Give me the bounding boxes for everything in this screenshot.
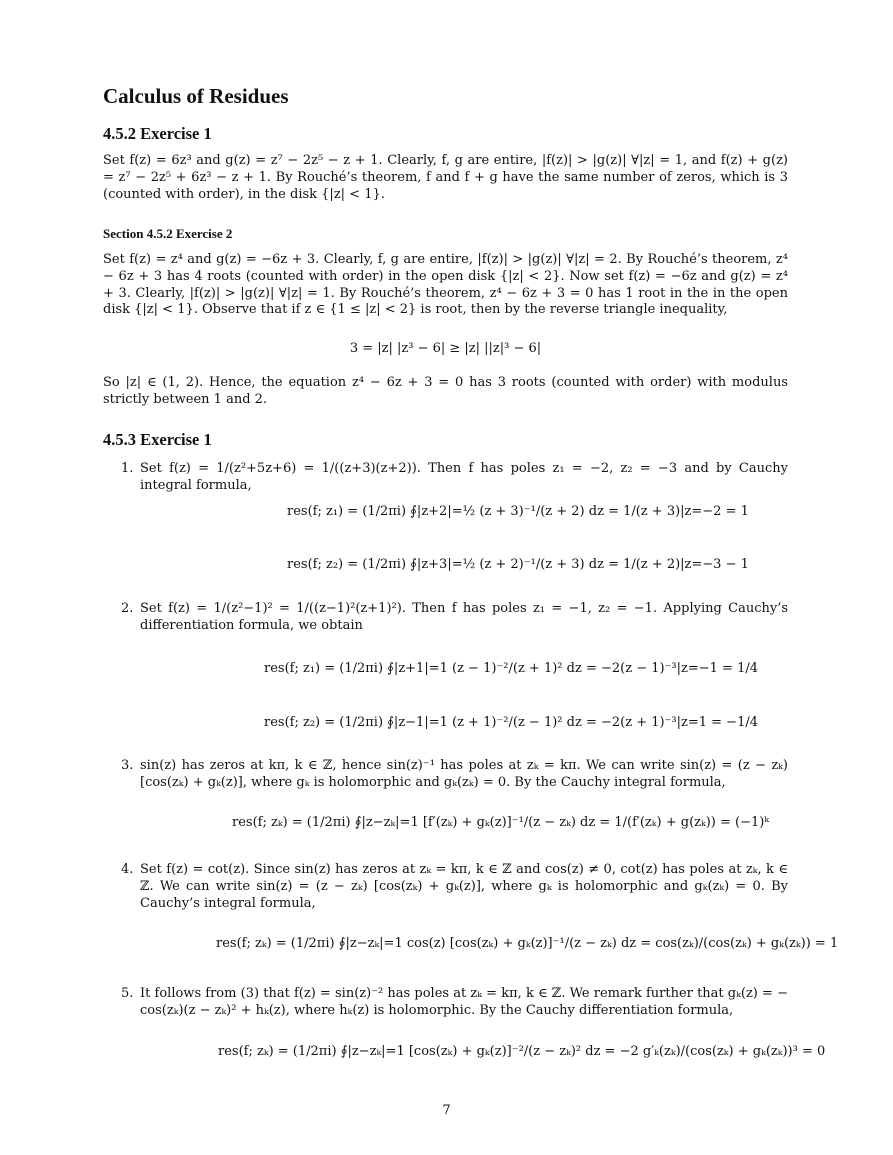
item-1-text: Set f(z) = 1/(z²+5z+6) = 1/((z+3)(z+2)). Then f has poles z₁ = −2, z₂ = −3 and by Cauchy integral formula,: [140, 461, 788, 493]
section-heading-4-5-3: 4.5.3 Exercise 1: [103, 430, 212, 449]
section-heading-exercise-1: 4.5.2 Exercise 1: [103, 124, 212, 143]
item-3-text: sin(z) has zeros at kπ, k ∈ ℤ, hence sin(z)⁻¹ has poles at zₖ = kπ. We can write sin(z) = (z − zₖ) [cos(zₖ) + gₖ(z)], where gₖ is holomorphic and gₖ(zₖ) = 0. By the Cauchy integral formula,: [140, 758, 788, 790]
item-2-equation-1: res(f; z₁) = (1/2πi) ∮|z+1|=1 (z − 1)⁻²/(z + 1)² dz = −2(z − 1)⁻³|z=−1 = 1/4: [264, 661, 758, 676]
exercise-2-conclusion: So |z| ∈ (1, 2). Hence, the equation z⁴ − 6z + 3 = 0 has 3 roots (counted with order) with modulus strictly between 1 and 2.: [103, 375, 788, 407]
item-2-equation-2: res(f; z₂) = (1/2πi) ∮|z−1|=1 (z + 1)⁻²/(z − 1)² dz = −2(z + 1)⁻³|z=1 = −1/4: [264, 715, 758, 730]
triangle-inequality-equation: 3 = |z| |z³ − 6| ≥ |z| ||z|³ − 6|: [349, 341, 542, 356]
item-number: 5.: [121, 986, 134, 1001]
item-1-equation-2: res(f; z₂) = (1/2πi) ∮|z+3|=½ (z + 2)⁻¹/(z + 3) dz = 1/(z + 2)|z=−3 − 1: [287, 557, 749, 572]
exercise-2-text: Set f(z) = z⁴ and g(z) = −6z + 3. Clearly, f, g are entire, |f(z)| > |g(z)| ∀|z| = 2. By Rouché’s theorem, z⁴ − 6z + 3 has 4 roots (counted with order) in the open disk {|z| < 2}. Now set f(z) = −6z and g(z) = z⁴ + 3. Clearly, |f(z)| > |g(z)| ∀|z| = 1. By Rouché’s theorem, z⁴ − 6z + 3 = 0 has 1 root in the in the open disk {|z| < 1}. Observe that if z ∈ {1 ≤ |z| < 2} is root, then by the reverse triangle inequality,: [103, 252, 788, 318]
item-2-text: Set f(z) = 1/(z²−1)² = 1/((z−1)²(z+1)²). Then f has poles z₁ = −1, z₂ = −1. Applying Cauchy’s differentiation formula, we obtain: [140, 601, 788, 633]
item-3-equation: res(f; zₖ) = (1/2πi) ∮|z−zₖ|=1 [f′(zₖ) + gₖ(z)]⁻¹/(z − zₖ) dz = 1/(f′(zₖ) + g(zₖ)) = (−1)ᵏ: [232, 815, 770, 830]
section-heading-exercise-2: Section 4.5.2 Exercise 2: [103, 226, 233, 241]
item-4-text: Set f(z) = cot(z). Since sin(z) has zeros at zₖ = kπ, k ∈ ℤ and cos(z) ≠ 0, cot(z) has poles at zₖ, k ∈ ℤ. We can write sin(z) = (z − zₖ) [cos(zₖ) + gₖ(z)], where gₖ is holomorphic and gₖ(zₖ) = 0. By Cauchy’s integral formula,: [140, 862, 788, 911]
item-4-equation: res(f; zₖ) = (1/2πi) ∮|z−zₖ|=1 cos(z) [cos(zₖ) + gₖ(z)]⁻¹/(z − zₖ) dz = cos(zₖ)/(cos(zₖ) + gₖ(zₖ)) = 1: [216, 936, 839, 951]
exercise-1-text: Set f(z) = 6z³ and g(z) = z⁷ − 2z⁵ − z + 1. Clearly, f, g are entire, |f(z)| > |g(z)| ∀|z| = 1, and f(z) + g(z) = z⁷ − 2z⁵ + 6z³ − z + 1. By Rouché’s theorem, f and f + g have the same number of zeros, which is 3 (counted with order), in the disk {|z| < 1}.: [103, 153, 788, 202]
item-5-equation: res(f; zₖ) = (1/2πi) ∮|z−zₖ|=1 [cos(zₖ) + gₖ(z)]⁻²/(z − zₖ)² dz = −2 g′ₖ(zₖ)/(cos(zₖ) + gₖ(zₖ))³ = 0: [218, 1044, 826, 1059]
page-number: 7: [442, 1103, 451, 1118]
item-1-equation-1: res(f; z₁) = (1/2πi) ∮|z+2|=½ (z + 3)⁻¹/(z + 2) dz = 1/(z + 3)|z=−2 = 1: [287, 504, 749, 519]
item-number: 3.: [121, 758, 134, 773]
item-number: 1.: [121, 461, 134, 476]
item-5-text: It follows from (3) that f(z) = sin(z)⁻² has poles at zₖ = kπ, k ∈ ℤ. We remark further that gₖ(z) = − cos(zₖ)(z − zₖ)² + hₖ(z), where hₖ(z) is holomorphic. By the Cauchy differentiation formula,: [140, 986, 788, 1018]
item-number: 4.: [121, 862, 134, 877]
page-title: Calculus of Residues: [103, 84, 289, 108]
item-number: 2.: [121, 601, 134, 616]
